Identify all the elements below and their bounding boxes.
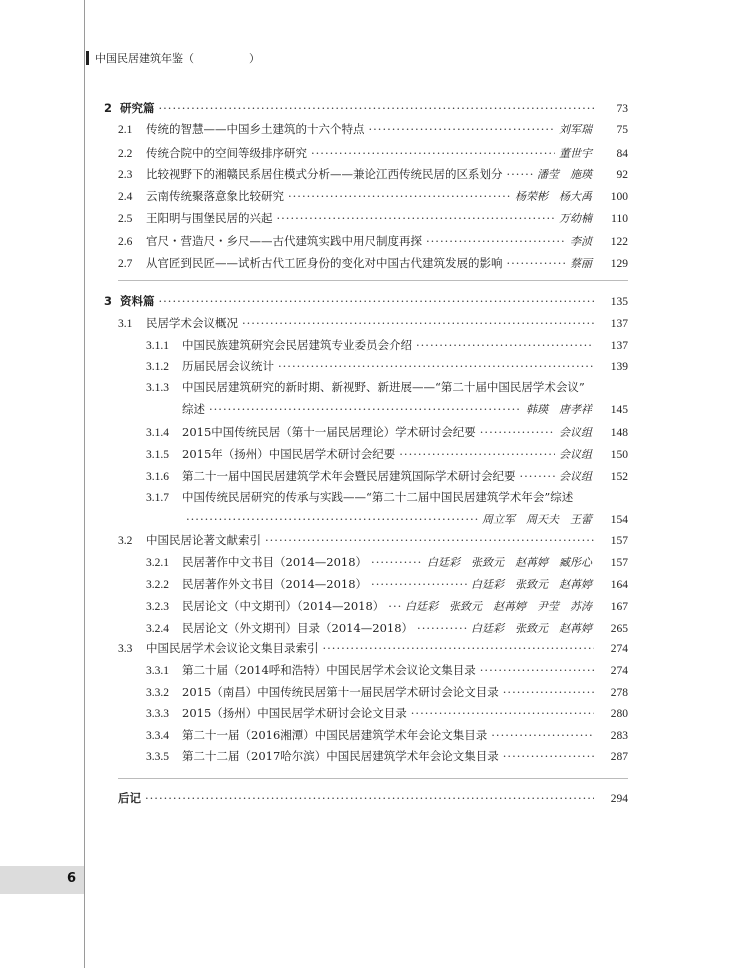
entry-author: 蔡丽 xyxy=(570,257,592,270)
entry-page: 152 xyxy=(610,471,628,483)
toc-entry[interactable] xyxy=(146,598,628,615)
entry-author: 会议组 xyxy=(559,470,592,483)
entry-page: 129 xyxy=(610,258,628,270)
entry-page: 84 xyxy=(616,148,628,160)
entry-number: 2.5 xyxy=(118,213,133,225)
header-marker xyxy=(86,51,89,65)
entry-title: 研究篇 xyxy=(120,101,155,115)
toc-entry[interactable] xyxy=(104,293,628,310)
toc-entry[interactable] xyxy=(146,662,628,679)
leader-dots xyxy=(417,620,467,636)
toc-entry[interactable] xyxy=(146,554,628,571)
leader-dots xyxy=(491,727,594,743)
entry-author: 白廷彩 张致元 赵苒婷 尹莹 苏涛 xyxy=(405,600,592,613)
entry-title: 民居著作中文书目（2014—2018） xyxy=(182,555,368,569)
entry-page: 167 xyxy=(610,601,628,613)
entry-number: 2.2 xyxy=(118,148,133,160)
entry-title: 民居论文（中文期刊）（2014—2018） xyxy=(182,599,385,613)
running-header xyxy=(84,48,260,68)
toc-entry[interactable] xyxy=(104,100,628,117)
toc-entry[interactable] xyxy=(146,424,628,441)
entry-number: 3.1.1 xyxy=(146,340,169,352)
toc-entry[interactable] xyxy=(146,705,628,722)
entry-page: 154 xyxy=(610,514,628,526)
entry-number: 2.4 xyxy=(118,191,133,203)
entry-number: 3.2.4 xyxy=(146,623,169,635)
leader-dots xyxy=(503,684,594,700)
toc-entry[interactable] xyxy=(118,121,628,138)
entry-title: 民居学术会议概况 xyxy=(146,316,238,330)
toc-entry[interactable] xyxy=(146,379,628,396)
page-number: 6 xyxy=(66,871,76,886)
toc-entry[interactable] xyxy=(146,620,628,637)
toc-entry[interactable] xyxy=(182,511,628,528)
entry-author: 白廷彩 张致元 赵苒婷 xyxy=(471,622,592,635)
entry-title: 王阳明与围堡民居的兴起 xyxy=(146,211,273,225)
entry-number: 3.2.1 xyxy=(146,557,169,569)
entry-author: 董世宇 xyxy=(559,147,592,160)
entry-author: 韩瑛 唐孝祥 xyxy=(526,403,592,416)
section-divider xyxy=(118,778,628,779)
entry-title: 2015年（扬州）中国民居学术研讨会纪要 xyxy=(182,447,396,461)
entry-page: 274 xyxy=(610,665,628,677)
leader-dots xyxy=(411,705,594,721)
entry-title: 官尺・营造尺・乡尺——古代建筑实践中用尺制度再探 xyxy=(146,234,422,248)
leader-dots xyxy=(159,293,595,309)
entry-page: 280 xyxy=(610,708,628,720)
leader-dots xyxy=(145,790,594,806)
entry-page: 137 xyxy=(610,318,628,330)
toc-entry[interactable] xyxy=(118,315,628,332)
leader-dots xyxy=(503,748,594,764)
entry-title: 民居论文（外文期刊）目录（2014—2018） xyxy=(182,621,414,635)
entry-page: 278 xyxy=(610,687,628,699)
leader-dots xyxy=(520,468,556,484)
entry-number: 3.3.1 xyxy=(146,665,169,677)
toc-entry[interactable] xyxy=(118,233,628,250)
page-number-tab xyxy=(0,866,84,894)
leader-dots xyxy=(416,337,594,353)
entry-number: 3.2 xyxy=(118,535,133,547)
entry-page: 92 xyxy=(616,169,628,181)
leader-dots xyxy=(277,210,556,226)
entry-title: 2015中国传统民居（第十一届民居理论）学术研讨会纪要 xyxy=(182,425,476,439)
entry-number: 3.3.5 xyxy=(146,751,169,763)
entry-number: 2 xyxy=(104,101,113,115)
entry-number: 3.3.3 xyxy=(146,708,169,720)
leader-dots xyxy=(371,554,423,570)
entry-title: 2015（南昌）中国传统民居第十一届民居学术研讨会论文目录 xyxy=(182,685,499,699)
entry-page: 150 xyxy=(610,449,628,461)
entry-number: 3 xyxy=(104,294,113,308)
entry-author: 潘莹 施瑛 xyxy=(537,168,592,181)
leader-dots xyxy=(507,255,567,271)
leader-dots xyxy=(311,145,555,161)
leader-dots xyxy=(186,511,478,527)
toc-entry[interactable] xyxy=(118,532,628,549)
section-divider xyxy=(118,280,628,281)
entry-page: 294 xyxy=(610,793,628,805)
entry-title: 第二十一届中国民居建筑学术年会暨民居建筑国际学术研讨会纪要 xyxy=(182,469,516,483)
leader-dots xyxy=(480,662,594,678)
leader-dots xyxy=(507,166,534,182)
entry-number: 3.2.2 xyxy=(146,579,169,591)
entry-page: 145 xyxy=(610,404,628,416)
leader-dots xyxy=(288,188,511,204)
entry-title: 第二十届（2014呼和浩特）中国民居学术会议论文集目录 xyxy=(182,663,476,677)
entry-page: 148 xyxy=(610,427,628,439)
entry-number: 3.1.5 xyxy=(146,449,169,461)
leader-dots xyxy=(242,315,594,331)
entry-number: 3.1.4 xyxy=(146,427,169,439)
entry-author: 会议组 xyxy=(559,426,592,439)
leader-dots xyxy=(209,401,522,417)
toc-entry[interactable] xyxy=(146,684,628,701)
entry-page: 122 xyxy=(610,236,628,248)
toc-entry[interactable] xyxy=(146,727,628,744)
entry-title: 后记 xyxy=(118,791,141,805)
entry-page: 164 xyxy=(610,579,628,591)
toc-entry[interactable] xyxy=(118,188,628,205)
toc-entry[interactable] xyxy=(146,337,628,354)
toc-entry[interactable] xyxy=(146,489,628,506)
entry-number: 3.1.2 xyxy=(146,361,169,373)
entry-page: 283 xyxy=(610,730,628,742)
toc-entry[interactable] xyxy=(146,358,628,375)
entry-title: 综述 xyxy=(182,402,205,416)
entry-page: 135 xyxy=(610,296,628,308)
entry-title: 第二十二届（2017哈尔滨）中国民居建筑学术年会论文集目录 xyxy=(182,749,499,763)
entry-title: 中国民居论著文献索引 xyxy=(146,533,261,547)
book-title: 中国民居建筑年鉴（ ） xyxy=(95,52,260,65)
entry-page: 100 xyxy=(610,191,628,203)
entry-title: 中国民居建筑研究的新时期、新视野、新进展——“第二十届中国民居学术会议” xyxy=(182,380,585,394)
entry-author: 刘军瑞 xyxy=(559,123,592,136)
leader-dots xyxy=(399,446,555,462)
entry-title: 中国民居学术会议论文集目录索引 xyxy=(146,641,319,655)
toc-entry[interactable] xyxy=(146,468,628,485)
toc-entry[interactable] xyxy=(118,790,628,807)
toc-entry[interactable] xyxy=(118,210,628,227)
toc-entry[interactable] xyxy=(118,145,628,162)
leader-dots xyxy=(388,598,401,614)
entry-number: 3.2.3 xyxy=(146,601,169,613)
leader-dots xyxy=(278,358,594,374)
entry-title: 中国传统民居研究的传承与实践——“第二十二届中国民居建筑学术年会”综述 xyxy=(182,490,574,504)
entry-title: 传统合院中的空间等级排序研究 xyxy=(146,146,307,160)
leader-dots xyxy=(480,424,555,440)
entry-number: 2.6 xyxy=(118,236,133,248)
entry-title: 第二十一届（2016湘潭）中国民居建筑学术年会论文集目录 xyxy=(182,728,488,742)
entry-page: 110 xyxy=(611,213,628,225)
entry-number: 2.1 xyxy=(118,124,133,136)
entry-author: 杨荣彬 杨大禹 xyxy=(515,190,592,203)
entry-author: 李浈 xyxy=(570,235,592,248)
entry-number: 2.3 xyxy=(118,169,133,181)
entry-number: 3.3.2 xyxy=(146,687,169,699)
entry-number: 3.1.3 xyxy=(146,382,169,394)
leader-dots xyxy=(426,233,566,249)
entry-page: 287 xyxy=(610,751,628,763)
toc-entry[interactable] xyxy=(146,748,628,765)
entry-page: 157 xyxy=(610,557,628,569)
entry-number: 2.7 xyxy=(118,258,133,270)
entry-number: 3.3.4 xyxy=(146,730,169,742)
entry-title: 中国民族建筑研究会民居建筑专业委员会介绍 xyxy=(182,338,412,352)
entry-title: 比较视野下的湘赣民系居住模式分析——兼论江西传统民居的区系划分 xyxy=(146,167,503,181)
margin-rule xyxy=(84,0,85,968)
entry-page: 157 xyxy=(610,535,628,547)
toc-entry[interactable] xyxy=(182,401,628,418)
leader-dots xyxy=(265,532,594,548)
entry-author: 周立军 周天夫 王蕾 xyxy=(482,513,592,526)
leader-dots xyxy=(369,121,556,137)
entry-number: 3.1 xyxy=(118,318,133,330)
leader-dots xyxy=(371,576,467,592)
entry-author: 万幼楠 xyxy=(559,212,592,225)
entry-page: 75 xyxy=(616,124,628,136)
entry-page: 274 xyxy=(610,643,628,655)
leader-dots xyxy=(323,640,595,656)
entry-title: 传统的智慧——中国乡土建筑的十六个特点 xyxy=(146,122,365,136)
entry-page: 137 xyxy=(610,340,628,352)
entry-title: 从官匠到民匠——试析古代工匠身份的变化对中国古代建筑发展的影响 xyxy=(146,256,503,270)
entry-title: 2015（扬州）中国民居学术研讨会论文目录 xyxy=(182,706,407,720)
leader-dots xyxy=(159,100,595,116)
entry-number: 3.1.6 xyxy=(146,471,169,483)
entry-page: 73 xyxy=(616,103,628,115)
entry-page: 265 xyxy=(610,623,628,635)
toc-entry[interactable] xyxy=(118,166,628,183)
entry-number: 3.1.7 xyxy=(146,492,169,504)
entry-title: 历届民居会议统计 xyxy=(182,359,274,373)
entry-title: 民居著作外文书目（2014—2018） xyxy=(182,577,368,591)
toc-entry[interactable] xyxy=(118,255,628,272)
toc-entry[interactable] xyxy=(118,640,628,657)
entry-author: 白廷彩 张致元 赵苒婷 xyxy=(471,578,592,591)
entry-author: 会议组 xyxy=(559,448,592,461)
entry-title: 云南传统聚落意象比较研究 xyxy=(146,189,284,203)
entry-author: 白廷彩 张致元 赵苒婷 臧彤心 xyxy=(427,556,592,569)
toc-entry[interactable] xyxy=(146,576,628,593)
entry-number: 3.3 xyxy=(118,643,133,655)
entry-page: 139 xyxy=(610,361,628,373)
toc-entry[interactable] xyxy=(146,446,628,463)
entry-title: 资料篇 xyxy=(120,294,155,308)
